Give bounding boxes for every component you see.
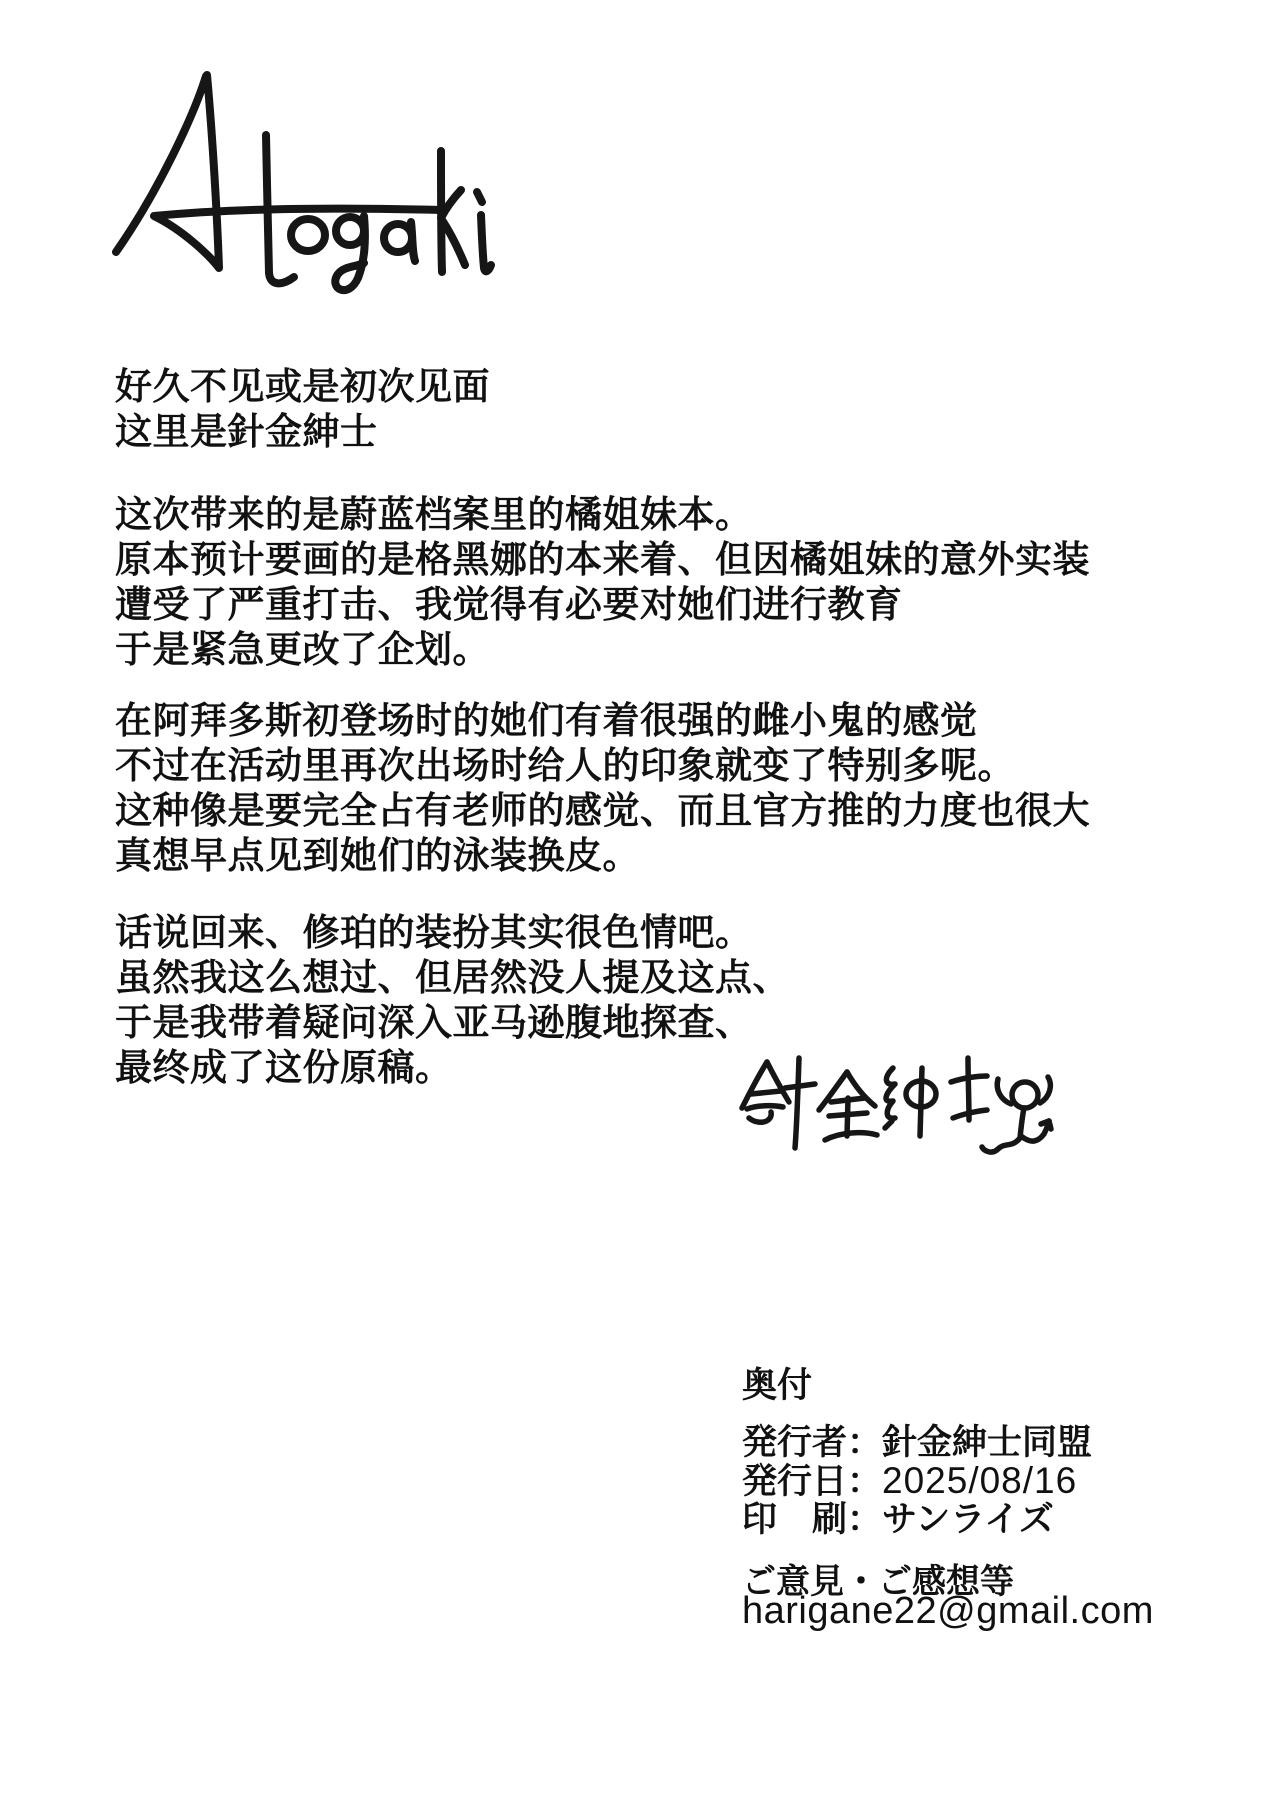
- body-line: 最终成了这份原稿。: [115, 1047, 453, 1088]
- publisher-value: 針金紳士同盟: [882, 1423, 1093, 1462]
- author-signature-handwriting: [735, 1048, 1075, 1163]
- body-line: 原本预计要画的是格黑娜的本来着、但因橘姐妹的意外实装: [115, 539, 1090, 580]
- contact-heading: ご意見・ご感想等: [742, 1563, 1014, 1601]
- colophon-row-printer: [742, 1501, 1092, 1539]
- body-line: 遭受了严重打击、我觉得有必要对她们进行教育: [115, 584, 903, 625]
- colophon-rows: [742, 1424, 1092, 1539]
- body-line: 话说回来、修珀的装扮其实很色情吧。: [115, 912, 753, 953]
- contact-email: harigane22@gmail.com: [742, 1590, 1154, 1632]
- colophon-heading: 奥付: [742, 1366, 813, 1405]
- body-line: 真想早点见到她们的泳装换皮。: [115, 835, 640, 876]
- publish-date-value: 2025/08/16: [882, 1460, 1078, 1501]
- body-line: 于是紧急更改了企划。: [115, 629, 490, 670]
- body-line: 虽然我这么想过、但居然没人提及这点、: [115, 957, 790, 998]
- body-line: 不过在活动里再次出场时给人的印象就变了特别多呢。: [115, 745, 1015, 786]
- printer-label: 印 刷：: [742, 1500, 883, 1539]
- paragraph-characters: [115, 698, 1090, 878]
- body-line: 这里是針金紳士: [115, 411, 378, 452]
- paragraph-greeting: [115, 364, 490, 454]
- printer-value: サンライズ: [882, 1500, 1054, 1539]
- body-line: 这次带来的是蔚蓝档案里的橘姐妹本。: [115, 494, 753, 535]
- body-line: 这种像是要完全占有老师的感觉、而且官方推的力度也很大: [115, 790, 1090, 831]
- body-line: 好久不见或是初次见面: [115, 366, 490, 407]
- publish-date-label: 発行日：: [742, 1462, 883, 1501]
- body-line: 在阿拜多斯初登场时的她们有着很强的雌小鬼的感觉: [115, 700, 978, 741]
- doodle-head: [1012, 1082, 1038, 1108]
- body-line: 于是我带着疑问深入亚马逊腹地探查、: [115, 1002, 753, 1043]
- paragraph-book-intro: [115, 492, 1090, 672]
- paragraph-closing: [115, 910, 790, 1090]
- publisher-label: 発行者：: [742, 1423, 883, 1462]
- colophon-row-publisher: [742, 1424, 1092, 1462]
- colophon-row-publish-date: [742, 1462, 1092, 1501]
- atogaki-title-handwriting: [98, 60, 498, 295]
